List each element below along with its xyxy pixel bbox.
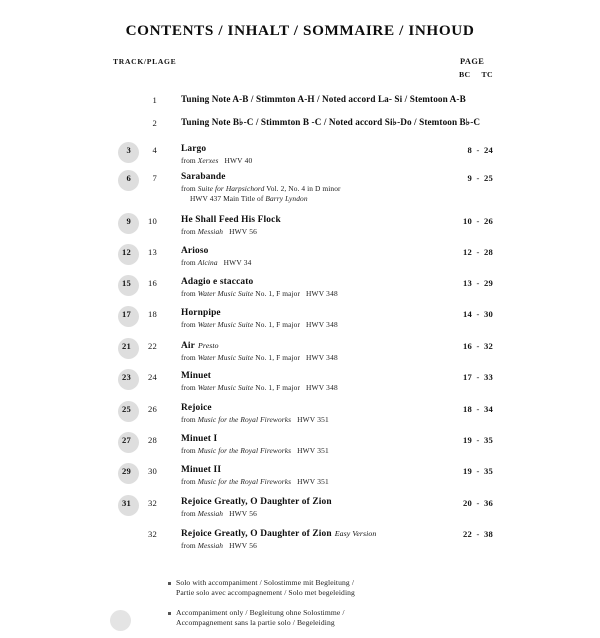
entry-title: [181, 465, 600, 476]
entry-title: [181, 434, 600, 445]
entry-body: [167, 277, 600, 298]
entry-title-text: Largo: [181, 144, 207, 154]
entry-source: [181, 289, 600, 299]
entry-source: [181, 383, 600, 393]
source-prefix: from: [181, 476, 198, 486]
track-number: 32: [148, 529, 157, 539]
track-numbers: [107, 94, 167, 109]
entry-title: [181, 172, 600, 183]
page-title: CONTENTS / INHALT / SOMMAIRE / INHOUD: [125, 22, 475, 39]
page-number-tc: 34: [484, 404, 493, 414]
entry-title: [181, 528, 600, 540]
page-numbers: [452, 435, 516, 445]
source-detail: No. 1, F major: [253, 319, 301, 329]
catalogue-number: HWV 348: [306, 288, 338, 298]
entry-source: [181, 477, 600, 487]
entry-title-text: Tuning Note B♭-C / Stimmton B -C / Noted accord Si♭-Do / Stemtoon B♭-C: [181, 117, 481, 127]
catalogue-number: HWV 56: [229, 540, 258, 550]
track-numbers: [107, 117, 167, 132]
source-detail: No. 1, F major: [253, 288, 301, 298]
track-row: [0, 215, 600, 236]
track-numbers: [107, 371, 167, 386]
track-number-solo: 9: [126, 216, 131, 226]
page-numbers: [452, 216, 516, 226]
source-work-title: Messiah: [197, 540, 224, 550]
track-numbers: [107, 434, 167, 449]
entry-title: [181, 94, 600, 105]
legend-item: [0, 608, 600, 630]
page-numbers: [452, 309, 516, 319]
page-number-bc: 14: [463, 309, 472, 319]
track-number: 1: [152, 95, 157, 105]
source-work-title: Water Music Suite: [197, 319, 254, 329]
track-number-solo: 3: [126, 145, 131, 155]
secondary-note-title: Barry Lyndon: [265, 193, 308, 203]
legend: [0, 578, 600, 638]
page-numbers: [452, 247, 516, 257]
accompaniment-disc-icon: [110, 610, 131, 631]
page-number-tc: 35: [484, 466, 493, 476]
legend-text: [0, 578, 600, 599]
legend-line: Accompaniment only / Begleitung ohne Solostimme /: [176, 608, 345, 617]
entry-title-text: He Shall Feed His Flock: [181, 215, 281, 225]
track-numbers: [107, 172, 167, 187]
track-row: [0, 246, 600, 267]
source-work-title: Music for the Royal Fireworks: [197, 414, 292, 424]
catalogue-number: HWV 351: [297, 414, 329, 424]
catalogue-number: HWV 437: [190, 193, 222, 203]
page-number-tc: 36: [484, 498, 493, 508]
page-range-dash: -: [476, 145, 480, 155]
entry-title-text: Rejoice Greatly, O Daughter of Zion: [181, 497, 332, 507]
entry-source: [181, 509, 600, 519]
entry-source: [181, 227, 600, 237]
page-number-bc: 17: [463, 372, 472, 382]
source-work-title: Messiah: [197, 226, 224, 236]
catalogue-number: HWV 351: [297, 445, 329, 455]
entry-title: [181, 497, 600, 508]
track-number-accompaniment: 7: [152, 173, 157, 183]
tuning-note-row: [0, 117, 600, 132]
square-bullet-icon: [168, 612, 171, 615]
track-number-solo: 15: [122, 278, 131, 288]
page-number-bc: 9: [467, 173, 472, 183]
page-range-dash: -: [476, 435, 480, 445]
page-range-dash: -: [476, 341, 480, 351]
source-work-title: Water Music Suite: [197, 352, 254, 362]
track-row: [0, 277, 600, 298]
page-number-tc: 24: [484, 145, 493, 155]
entry-title-text: Rejoice Greatly, O Daughter of Zion: [181, 529, 332, 539]
track-number-solo: 23: [122, 372, 131, 382]
track-row: [0, 434, 600, 455]
catalogue-number: HWV 348: [306, 382, 338, 392]
legend-line: Solo with accompaniment / Solostimme mit Begleitung /: [176, 578, 355, 587]
track-number-accompaniment: 24: [148, 372, 157, 382]
source-prefix: from: [181, 382, 198, 392]
page-number-tc: 29: [484, 278, 493, 288]
entry-title: [181, 340, 600, 352]
page-number-bc: 18: [463, 404, 472, 414]
page-number-tc: 32: [484, 341, 493, 351]
page-numbers: [452, 145, 516, 155]
page-numbers: [452, 498, 516, 508]
column-header-track: TRACK/PLAGE: [113, 57, 177, 66]
page-numbers: [452, 173, 516, 183]
entry-title: [181, 371, 600, 382]
page-range-dash: -: [476, 404, 480, 414]
track-number-accompaniment: 16: [148, 278, 157, 288]
page-number-tc: 30: [484, 309, 493, 319]
catalogue-number: HWV 351: [297, 476, 329, 486]
source-prefix: from: [181, 183, 198, 193]
page-number-tc: 26: [484, 216, 493, 226]
page-range-dash: -: [476, 247, 480, 257]
entry-title: [181, 215, 600, 226]
entry-title: [181, 403, 600, 414]
page-number-bc: 19: [463, 466, 472, 476]
track-numbers: [107, 528, 167, 543]
source-work-title: Alcina: [197, 257, 218, 267]
source-work-title: Music for the Royal Fireworks: [197, 476, 292, 486]
entry-source: [181, 541, 600, 551]
page-numbers: [452, 404, 516, 414]
entry-title-text: Sarabande: [181, 172, 226, 182]
page-numbers: [452, 466, 516, 476]
track-number-accompaniment: 26: [148, 404, 157, 414]
entry-title-text: Air: [181, 341, 195, 351]
track-number-solo: 12: [122, 247, 131, 257]
track-number-accompaniment: 22: [148, 341, 157, 351]
track-number-solo: 17: [122, 309, 131, 319]
column-headers: [0, 57, 600, 91]
square-bullet-icon: [168, 582, 171, 585]
page-range-dash: -: [476, 372, 480, 382]
source-prefix: from: [181, 508, 198, 518]
entry-title-variant: Easy Version: [334, 529, 377, 538]
track-row: [0, 465, 600, 486]
track-numbers: [107, 340, 167, 355]
source-work-title: Music for the Royal Fireworks: [197, 445, 292, 455]
contents-list: [0, 94, 600, 552]
track-numbers: [107, 215, 167, 230]
entry-body: [167, 434, 600, 455]
page-range-dash: -: [476, 216, 480, 226]
entry-body: [167, 340, 600, 362]
page-range-dash: -: [476, 278, 480, 288]
entry-title: [181, 277, 600, 288]
track-number-solo: 27: [122, 435, 131, 445]
entry-source: [181, 184, 600, 194]
entry-title: [181, 246, 600, 257]
track-numbers: [107, 277, 167, 292]
source-detail: No. 1, F major: [253, 352, 301, 362]
track-number-accompaniment: 4: [152, 145, 157, 155]
legend-line: Accompagnement sans la partie solo / Begeleiding: [176, 618, 335, 628]
track-numbers: [107, 497, 167, 512]
track-row: [0, 371, 600, 392]
source-prefix: from: [181, 226, 198, 236]
catalogue-number: HWV 40: [224, 155, 253, 165]
entry-title-text: Minuet I: [181, 434, 218, 444]
entry-title: [181, 308, 600, 319]
page-number-bc: 10: [463, 216, 472, 226]
source-prefix: from: [181, 414, 198, 424]
page-numbers: [452, 529, 516, 539]
entry-source: [181, 415, 600, 425]
page-numbers: [452, 278, 516, 288]
legend-item: [0, 578, 600, 600]
track-number-solo: 25: [122, 404, 131, 414]
entry-title-text: Arioso: [181, 246, 209, 256]
entry-body: [167, 528, 600, 550]
page-number-tc: 38: [484, 529, 493, 539]
entry-body: [167, 94, 600, 105]
source-prefix: from: [181, 352, 198, 362]
entry-title-text: Rejoice: [181, 403, 212, 413]
source-prefix: from: [181, 155, 198, 165]
source-work-title: Water Music Suite: [197, 382, 254, 392]
catalogue-number: HWV 56: [229, 508, 258, 518]
secondary-note-prefix: Main Title of: [221, 193, 266, 203]
track-number-accompaniment: 30: [148, 466, 157, 476]
page-number-tc: 35: [484, 435, 493, 445]
source-detail: No. 1, F major: [253, 382, 301, 392]
track-row: [0, 403, 600, 424]
entry-body: [167, 117, 600, 128]
entry-body: [167, 403, 600, 424]
entry-source-secondary: [181, 194, 600, 204]
track-number-solo: 31: [122, 498, 131, 508]
page-range-dash: -: [476, 498, 480, 508]
page-number-bc: 16: [463, 341, 472, 351]
column-header-bc-tc: BC TC: [459, 70, 493, 79]
entry-source: [181, 320, 600, 330]
entry-body: [167, 144, 600, 165]
catalogue-number: HWV 348: [306, 319, 338, 329]
source-work-title: Water Music Suite: [197, 288, 254, 298]
legend-line: Partie solo avec accompagnement / Solo met begeleiding: [176, 588, 355, 598]
catalogue-number: HWV 34: [223, 257, 252, 267]
source-work-title: Messiah: [197, 508, 224, 518]
entry-title-text: Minuet: [181, 371, 212, 381]
track-number-accompaniment: 32: [148, 498, 157, 508]
track-row: [0, 497, 600, 518]
entry-title-text: Adagio e staccato: [181, 277, 254, 287]
page-range-dash: -: [476, 466, 480, 476]
track-row: [0, 340, 600, 362]
track-number-accompaniment: 18: [148, 309, 157, 319]
entry-source: [181, 258, 600, 268]
entry-body: [167, 308, 600, 329]
legend-text: [0, 608, 600, 629]
entry-body: [167, 371, 600, 392]
entry-source: [181, 446, 600, 456]
entry-title-variant: Presto: [198, 341, 219, 350]
page-number-tc: 25: [484, 173, 493, 183]
entry-title-text: Minuet II: [181, 465, 222, 475]
page-number-tc: 28: [484, 247, 493, 257]
page-number-bc: 12: [463, 247, 472, 257]
entry-title-text: Tuning Note A-B / Stimmton A-H / Noted accord La- Si / Stemtoon A-B: [181, 94, 466, 104]
track-row: [0, 528, 600, 550]
entry-title-text: Hornpipe: [181, 308, 221, 318]
source-prefix: from: [181, 319, 198, 329]
track-row: [0, 144, 600, 165]
page-number-bc: 8: [467, 145, 472, 155]
entry-source: [181, 353, 600, 363]
source-prefix: from: [181, 257, 198, 267]
track-numbers: [107, 465, 167, 480]
page-number-bc: 19: [463, 435, 472, 445]
track-numbers: [107, 403, 167, 418]
track-number-accompaniment: 13: [148, 247, 157, 257]
track-numbers: [107, 144, 167, 159]
track-number-solo: 21: [122, 341, 131, 351]
page-number-tc: 33: [484, 372, 493, 382]
entry-title: [181, 144, 600, 155]
entry-title: [181, 117, 600, 128]
source-prefix: from: [181, 540, 198, 550]
track-number: 2: [152, 118, 157, 128]
source-work-title: Suite for Harpsichord: [197, 183, 265, 193]
entry-body: [167, 465, 600, 486]
page-number-bc: 20: [463, 498, 472, 508]
source-detail: Vol. 2, No. 4 in D minor: [264, 183, 341, 193]
entry-body: [167, 246, 600, 267]
source-prefix: from: [181, 288, 198, 298]
entry-body: [167, 497, 600, 518]
track-number-accompaniment: 10: [148, 216, 157, 226]
page-number-bc: 13: [463, 278, 472, 288]
track-row: [0, 308, 600, 329]
entry-source: [181, 156, 600, 166]
track-number-solo: 29: [122, 466, 131, 476]
entry-body: [167, 172, 600, 203]
track-row: [0, 172, 600, 203]
source-work-title: Xerxes: [197, 155, 219, 165]
page-range-dash: -: [476, 309, 480, 319]
column-header-page: PAGE: [460, 57, 485, 66]
catalogue-number: HWV 348: [306, 352, 338, 362]
page-range-dash: -: [476, 529, 480, 539]
page-range-dash: -: [476, 173, 480, 183]
catalogue-number: HWV 56: [229, 226, 258, 236]
track-number-accompaniment: 28: [148, 435, 157, 445]
source-prefix: from: [181, 445, 198, 455]
track-numbers: [107, 308, 167, 323]
tuning-note-row: [0, 94, 600, 109]
track-numbers: [107, 246, 167, 261]
page-numbers: [452, 341, 516, 351]
page-number-bc: 22: [463, 529, 472, 539]
track-number-solo: 6: [126, 173, 131, 183]
entry-body: [167, 215, 600, 236]
page-numbers: [452, 372, 516, 382]
